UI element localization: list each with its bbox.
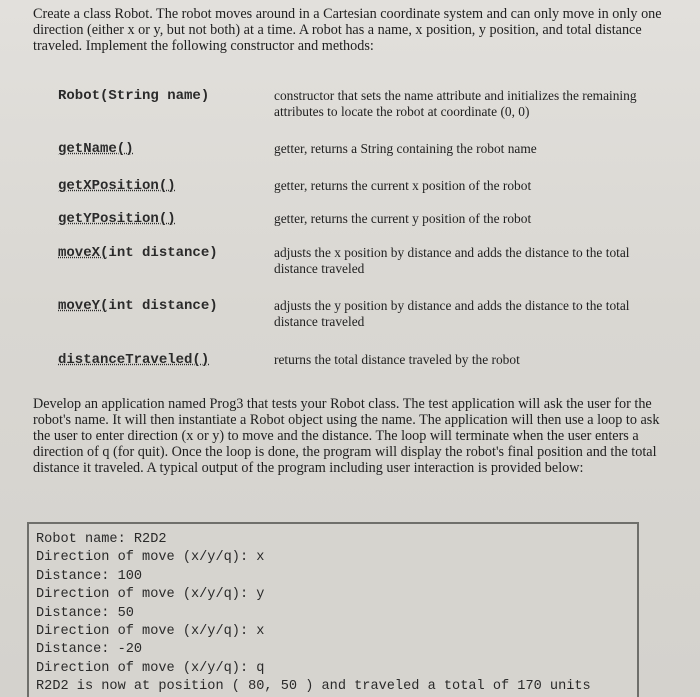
console-line: Direction of move (x/y/q): y bbox=[36, 587, 265, 603]
console-line: Robot name: R2D2 bbox=[36, 532, 167, 547]
signature-name: moveY( bbox=[58, 298, 109, 314]
console-line: Direction of move (x/y/q): x bbox=[36, 550, 265, 566]
method-signature bbox=[58, 245, 218, 261]
console-line: R2D2 is now at position ( 80, 50 ) and traveled a total of 170 units bbox=[36, 679, 591, 695]
method-signature bbox=[58, 88, 209, 104]
instructions-paragraph: Develop an application named Prog3 that tests your Robot class. The test application will ask the user for the robot's name. It will then instantiate a Robot object using the name. The application will then use a loop to ask the user to enter direction (x or y) to move and the distance. The loop will terminate when the user enters a direction of q (for quit). Once the loop is done, the program will display the robot's final position and the total distance it traveled. A typical output of the program including user interaction is provided below: bbox=[33, 396, 660, 476]
signature-name: getName() bbox=[58, 141, 134, 157]
method-description: getter, returns the current y position of the robot bbox=[274, 211, 532, 226]
console-line: Direction of move (x/y/q): x bbox=[36, 623, 265, 639]
sample-output-box bbox=[27, 522, 639, 697]
method-signature bbox=[58, 141, 134, 157]
method-description: getter, returns the current x position of the robot bbox=[274, 178, 532, 193]
intro-paragraph: Create a class Robot. The robot moves around in a Cartesian coordinate system and can only move in only one direction (either x or y, but not both) at a time. A robot has a name, x position, y position, and total distance traveled. Implement the following constructor and methods: bbox=[33, 6, 662, 54]
signature-params: int distance) bbox=[108, 298, 218, 314]
console-line: Distance: -20 bbox=[36, 642, 143, 658]
signature-name: distanceTraveled() bbox=[58, 352, 210, 368]
console-line: Distance: 50 bbox=[36, 605, 134, 621]
signature-name: getYPosition() bbox=[58, 211, 176, 227]
method-signature bbox=[58, 178, 176, 194]
console-line: Direction of move (x/y/q): q bbox=[36, 660, 265, 676]
console-line: Distance: 100 bbox=[36, 568, 143, 584]
signature-params: int distance) bbox=[108, 245, 218, 261]
signature-name: getXPosition() bbox=[58, 178, 176, 194]
method-signature bbox=[58, 298, 218, 314]
signature-name: moveX( bbox=[58, 245, 109, 261]
method-signature bbox=[58, 352, 209, 368]
method-description: adjusts the x position by distance and adds the distance to the total distance traveled bbox=[274, 245, 630, 276]
signature-text: Robot(String name) bbox=[58, 88, 210, 104]
method-description: returns the total distance traveled by the robot bbox=[274, 352, 520, 367]
method-description: adjusts the y position by distance and adds the distance to the total distance traveled bbox=[274, 298, 630, 329]
method-signature bbox=[58, 211, 176, 227]
method-description: constructor that sets the name attribute and initializes the remaining attributes to locate the robot at coordinate (0, 0) bbox=[274, 88, 637, 119]
method-description: getter, returns a String containing the robot name bbox=[274, 141, 537, 156]
